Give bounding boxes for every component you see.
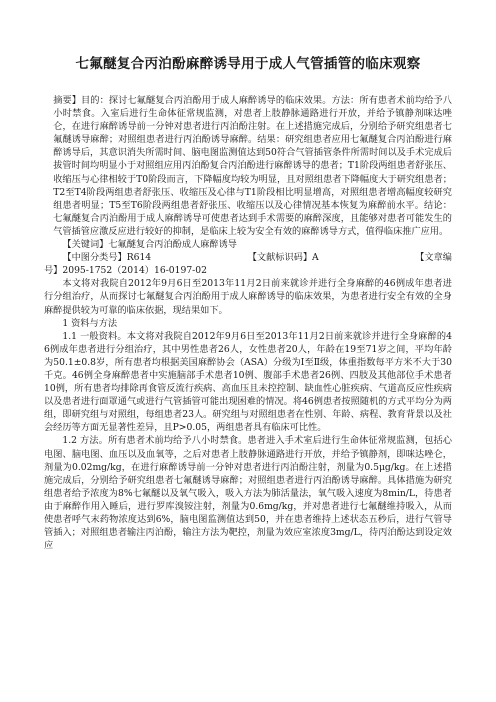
article-number-line: 号】2095-1752（2014）16-0197-02	[44, 265, 207, 277]
document-title: 七氟醚复合丙泊酚麻醉诱导用于成人气管插管的临床观察	[75, 56, 421, 72]
section-heading-materials-methods: 1 资料与方法	[62, 317, 118, 329]
general-data-paragraph: 1.1 一般资料。本文将对我院自2012年9月6日至2013年11月2日前来就诊并进行全身麻醉的46例成年患者进行分组治疗，其中男性患者26人，女性患者20人，年龄在19至71岁之间，平均年龄为50.1±0.8岁，所有患者均根据美国麻醉协会（ASA）分级为Ⅰ至Ⅱ级，体重指数每平方米不大于30千克。46例全身麻醉患者中实施脑部手术患者10例、腹部手术患者26例、四肢及其他部位手术患者10例，所有患者均排除再食管反流行疾病、高血压且未控控制、缺血性心脏疾病、气道高反应性疾病以及患者进行面罩通气或进行气管插管可能出现困难的情况。将46例患者按照随机的方式平均分为两组，即研究组与对照组，每组患者23人。研究组与对照组患者在性别、年龄、病程、教育背景以及社会经历等方面无显著性差异，且P>0.05，两组患者具有临床可比性。	[44, 330, 452, 434]
intro-paragraph: 本文将对我院自2012年9月6日至2013年11月2日前来就诊并进行全身麻醉的46例成年患者进行分组治疗，从而探讨七氟醚复合丙泊酚用于成人麻醉诱导的临床效果，为患者进行安全有效的全身麻醉提供较为可靠的临床依据，现结果如下。	[44, 278, 452, 316]
method-paragraph: 1.2 方法。所有患者术前均给予八小时禁食。患者进入手术室后进行生命体征常规监测，包括心电图、脑电图、血压以及血氧等，之后对患者上肢静脉通路进行开放，并给予镇静剂，即咪达唑仑，剂量为0.02mg/kg，在进行麻醉诱导前一分钟对患者进行丙泊酚注射，剂量为0.5μg/kg。在上述措施完成后，分别给予研究组患者七氟醚诱导麻醉；对照组患者进行丙泊酚诱导麻醉。具体措施为研究组患者给予浓度为8%七氟醚以及氧气吸入，吸入方法为肺活量法，氧气吸入速度为8min/L，待患者由于麻醉作用入睡后，进行罗库溴铵注射，剂量为0.6mg/kg，并对患者进行七氟醚维持吸入，从而使患者呼气末药物浓度达到6%，脑电图监测值达到50，并在患者维持上述状态五秒后，进行气管导管插入；对照组患者输注丙泊酚，输注方法为靶控，剂量为效应室浓度3mg/L，待丙泊酚达到设定效应	[44, 435, 452, 552]
keywords-line: 【关键词】七氟醚复合丙泊酚成人麻醉诱导	[62, 239, 237, 251]
document-body	[44, 94, 452, 552]
clc-number: 【中图分类号】R614	[62, 252, 152, 264]
document-code: 【文献标识码】A	[247, 252, 319, 264]
classification-row	[44, 251, 452, 264]
article-number-label: 【文章编	[415, 252, 452, 264]
abstract-paragraph: 摘要】目的：探讨七氟醚复合丙泊酚用于成人麻醉诱导的临床效果。方法：所有患者术前均给予八小时禁食。入室后进行生命体征常规监测，对患者上肢静脉通路进行开放，并给予镇静剂咪达唑仑，在进行麻醉诱导前一分钟对患者进行丙泊酚注射。在上述措施完成后，分别给予研究组患者七氟醚诱导麻醉；对照组患者进行丙泊酚诱导麻醉。结果：研究组患者应用七氟醚复合丙泊酚进行麻醉诱导后，其意识消失所需时间、脑电图监测值达到50符合气管插管条件所需时间以及手术完成后拔管时间均明显小于对照组应用丙泊酚复合丙泊酚进行麻醉诱导的患者；T1阶段两组患者舒张压、收缩压与心律相较于T0阶段而言，下降幅度均较为明显，且对照组患者下降幅度大于研究组患者；T2至T4阶段两组患者舒张压、收缩压及心律与T1阶段相比明显增高，对照组患者增高幅度较研究组患者明显；T5至T6阶段两组患者舒张压、收缩压以及心律情况基本恢复为麻醉前水平。结论：七氟醚复合丙泊酚用于成人麻醉诱导可使患者达到手术需要的麻醉深度，且能够对患者可能发生的气管插管应激反应进行较好的抑制，是临床上较为安全有效的麻醉诱导方式，值得临床推广应用。	[53, 95, 452, 237]
